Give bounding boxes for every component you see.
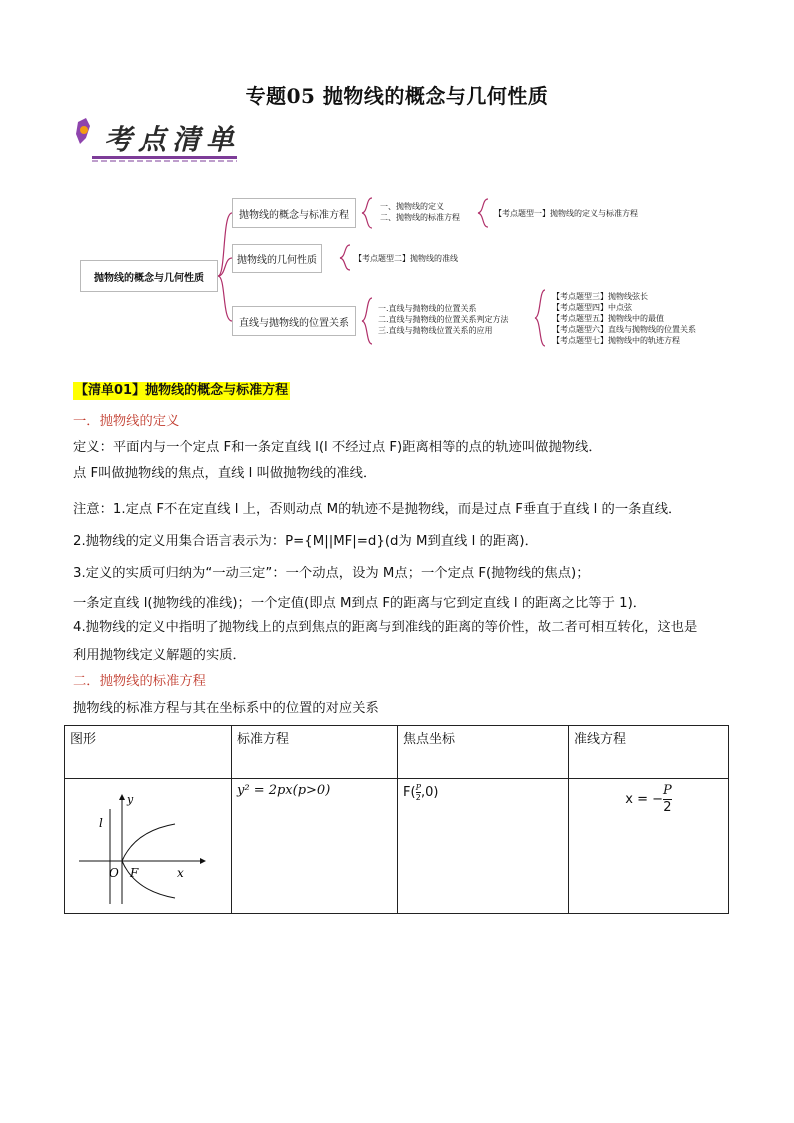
banner-title: 考点清单 [104,123,241,156]
table-intro: 抛物线的标准方程与其在坐标系中的位置的对应关系 [73,701,379,716]
label-l: l [99,816,103,830]
header-graph: 图形 [65,726,232,779]
header-equation: 标准方程 [232,726,398,779]
mindmap-branch-geometry: 抛物线的几何性质 [232,244,322,273]
cell-equation: y² = 2px(p>0) [232,779,398,914]
standard-equation-table [64,725,729,914]
definition-line-1: 定义：平面内与一个定点 F和一条定直线 l(l 不经过点 F)距离相等的点的轨迹叫做抛物线． [73,440,602,455]
cell-graph [65,779,232,914]
mindmap-branch3-topics: 【考点题型三】抛物线弦长 【考点题型四】中点弦 【考点题型五】抛物线中的最值 【考点题型六】直线与抛物线的位置关系 【考点题型七】抛物线中的轨迹方程 [552,292,696,345]
note-3b: 一条定直线 l(抛物线的准线)；一个定值(即点 M到点 F的距离与它到定直线 l 的距离之比等于 1)． [73,596,647,611]
cell-focus: F( $\frac{P}{2}$ ,0) [398,779,569,914]
mindmap-branch3-items: 一.直线与抛物线的位置关系 二.直线与抛物线的位置关系判定方法 三.直线与抛物线位置关系的应用 [378,304,509,335]
table-row [65,779,729,914]
note-3a: 3.定义的实质可归纳为“一动三定”：一个动点，设为 M点；一个定点 F(抛物线的焦点)； [73,566,590,581]
note-2: 2.抛物线的定义用集合语言表示为：P={M||MF|=d}(d为 M到直线 l 的距离)． [73,534,538,549]
note-4b: 利用抛物线定义解题的实质． [73,648,246,663]
mindmap-branch1-items: 一、抛物线的定义 二、抛物线的标准方程 [380,202,460,222]
label-focus: F [130,866,139,880]
label-y: y [127,793,134,806]
label-x: x [177,866,184,880]
mindmap-branch-position: 直线与抛物线的位置关系 [232,306,356,336]
note-4a: 4.抛物线的定义中指明了抛物线上的点到焦点的距离与到准线的距离的等价性，故二者可相互转化，这也是 [73,620,698,635]
cell-directrix: x = − $\frac{P}{2}$ [569,779,729,914]
label-origin: O [109,866,119,880]
parabola-graph [65,779,215,909]
mindmap-root: 抛物线的概念与几何性质 [80,260,218,292]
table-header-row [65,726,729,779]
mindmap-topic-2: 【考点题型二】抛物线的准线 [354,254,458,263]
header-focus: 焦点坐标 [398,726,569,779]
header-directrix: 准线方程 [569,726,729,779]
definition-line-2: 点 F叫做抛物线的焦点，直线 l 叫做抛物线的准线． [73,466,377,481]
section-tag: 【清单01】抛物线的概念与标准方程 [75,383,289,398]
mindmap-topic-1: 【考点题型一】抛物线的定义与标准方程 [494,209,638,218]
note-1: 注意：1.定点 F不在定直线 l 上，否则动点 M的轨迹不是抛物线，而是过点 F垂直于直线 l 的一条直线． [73,502,682,517]
mindmap-branch-concept: 抛物线的概念与标准方程 [232,198,356,228]
heading-definition: 一．抛物线的定义 [73,414,180,429]
heading-standard-equation: 二．抛物线的标准方程 [73,674,206,689]
page-title: 专题05 抛物线的概念与几何性质 [245,84,549,108]
